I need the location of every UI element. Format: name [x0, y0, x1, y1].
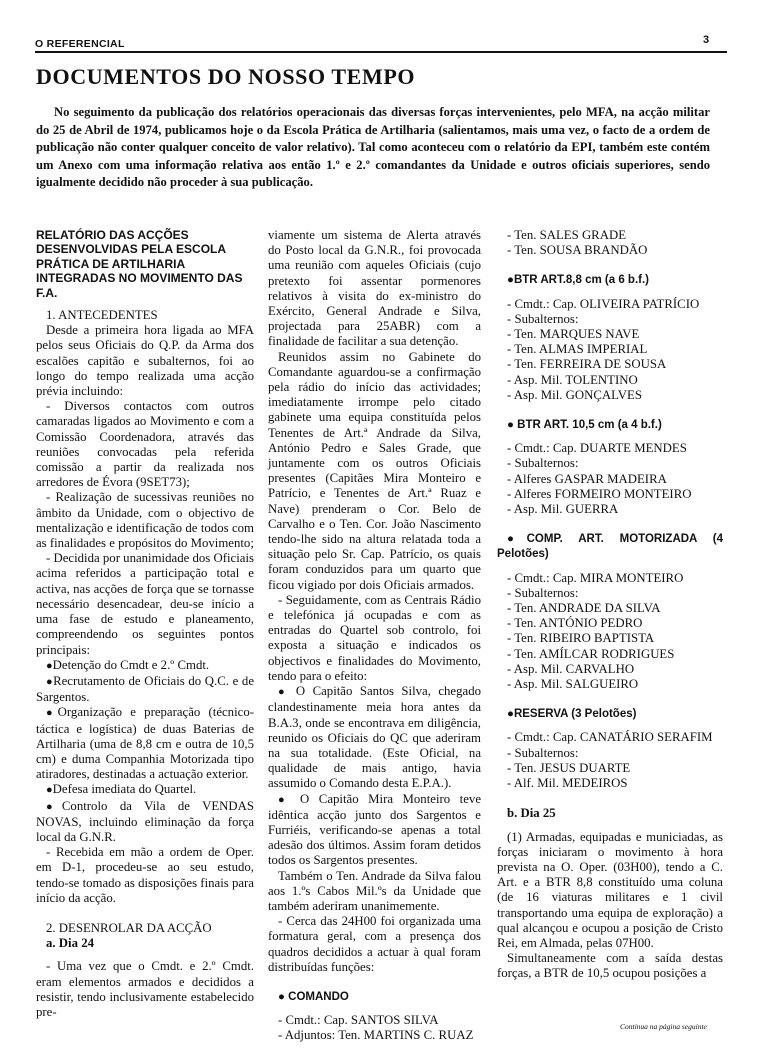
list-item: - Ten. RIBEIRO BAPTISTA — [507, 631, 655, 646]
heading-btr-88: ●BTR ART.8,8 cm (a 6 b.f.) — [507, 274, 649, 287]
bullet-item: ●Recrutamento de Oficiais do Q.C. e de Sargentos. — [36, 673, 254, 705]
list-item: - Ten. ANDRADE DA SILVA — [507, 601, 661, 616]
continued-note: Continua na página seguinte — [620, 1022, 707, 1031]
column-2 — [268, 228, 481, 1044]
heading-comando: ● COMANDO — [278, 990, 349, 1003]
paragraph: - Diversos contactos com outros camaradas ligados ao Movimento e com a Comissão Coordenadora, através das reuniões convocadas pela referida comissão a partir da realizada nos arredores de Évora (9SET73); — [36, 399, 254, 490]
list-item: - Ten. SOUSA BRANDÃO — [507, 243, 648, 258]
list-item: - Asp. Mil. SALGUEIRO — [507, 677, 639, 692]
list-item: - Ten. ALMAS IMPERIAL — [507, 342, 648, 357]
paragraph: Simultaneamente com a saída destas forças, a BTR de 10,5 ocupou posições a — [497, 951, 723, 981]
list-item: - Ten. SALES GRADE — [507, 228, 627, 242]
subheading-dia-25: b. Dia 25 — [507, 806, 556, 821]
heading-comp-art: ●COMP. ART. MOTORIZADA (4 Pelotões) — [497, 533, 724, 561]
list-item: - Adjuntos: Ten. MARTINS C. RUAZ — [278, 1028, 474, 1043]
list-item: - Alferes GASPAR MADEIRA — [507, 471, 667, 486]
list-item: - Ten. AMÍLCAR RODRIGUES — [507, 646, 675, 661]
list-item: - Cmdt.: Cap. DUARTE MENDES — [507, 441, 687, 456]
list-item: - Ten. JESUS DUARTE — [507, 760, 631, 775]
bullet-item: ●Defesa imediata do Quartel. — [46, 782, 197, 797]
heading-antecedentes: 1. ANTECEDENTES — [46, 308, 158, 323]
list-item: - Cmdt.: Cap. OLIVEIRA PATRÍCIO — [507, 296, 700, 311]
list-item: - Cmdt.: Cap. MIRA MONTEIRO — [507, 570, 684, 585]
bullet-paragraph: ● O Capitão Santos Silva, chegado clandestinamente meia hora antes da B.A.3, onde se encontrava em diligência, reunido os Oficiais do QC que aderiram na sua totalidade. (Este Oficial, na qualidade de mais antigo, havia assumido o Comando desta E.P.A.). — [268, 684, 481, 791]
list-item: - Asp. Mil. GUERRA — [507, 502, 619, 517]
paragraph: Desde a primeira hora ligada ao MFA pelos seus Oficiais do Q.P. da Arma dos escalões capitão e subalternos, foi ao longo do tempo realizada uma acção prévia incluindo: — [36, 323, 254, 399]
running-header: O REFERENCIAL — [35, 38, 125, 50]
report-title: RELATÓRIO DAS ACÇÕES DESENVOLVIDAS PELA ESCOLA PRÁTICA DE ARTILHARIA INTEGRADAS NO MOVIMENTO DAS F.A. — [36, 228, 243, 300]
page-title: DOCUMENTOS DO NOSSO TEMPO — [36, 64, 416, 89]
paragraph: - Realização de sucessivas reuniões no âmbito da Unidade, com o objectivo de mentalização e identificação de todos com as finalidades e propósitos do Movimento; — [36, 490, 254, 551]
header-rule — [35, 51, 727, 53]
paragraph: viamente um sistema de Alerta através do Posto local da G.N.R., foi provocada uma reunião com aqueles Oficiais (cujo pretexto foi assentar pormenores relativos à visita do ex-ministro do Exército, General Andrade e Silva, projectada para 25ABR) com a finalidade de facilitar a sua detenção. — [268, 228, 481, 349]
paragraph: Também o Ten. Andrade da Silva falou aos 1.ºs Cabos Mil.ºs da Unidade que também aderiram unanimemente. — [268, 868, 481, 913]
heading-btr-105: ● BTR ART. 10,5 cm (a 4 b.f.) — [507, 419, 662, 432]
paragraph: (1) Armadas, equipadas e municiadas, as forças iniciaram o movimento à hora prevista na O. Oper. (03H00), tendo a C. Art. e a BTR 8,8 constituído uma coluna (de 16 viaturas militares e 1 civil transportando uma equipa de exploração) a qual alcançou e ocupou a posição de Cristo Rei, em Almada, pelas 07H00. — [497, 829, 723, 950]
list-item: - Ten. ANTÓNIO PEDRO — [507, 616, 643, 631]
list-item: - Subalternos: — [507, 456, 579, 471]
list-item: - Asp. Mil. CARVALHO — [507, 661, 635, 676]
paragraph: - Seguidamente, com as Centrais Rádio e telefónica já ocupadas e com as entradas do Quartel sob controlo, foi exposta a situação e indicados os objectivos e finalidades do Movimento, tendo para o efeito: — [268, 592, 481, 683]
list-item: - Ten. MARQUES NAVE — [507, 327, 640, 342]
paragraph: - Recebida em mão a ordem de Oper. em D-1, procedeu-se ao seu estudo, tendo-se tomado as disposições finais para início da acção. — [36, 845, 254, 905]
paragraph: - Uma vez que o Cmdt. e 2.º Cmdt. eram elementos armados e decididos a resistir, tendo inclusivamente estabelecido pre- — [36, 959, 254, 1019]
paragraph: Reunidos assim no Gabinete do Comandante aguardou-se a confirmação pela rádio do início das actividades; imediatamente irrompe pelo citado gabinete uma equipa constituída pelos Tenentes de Art.ª Andrade da Silva, António Pedro e Sales Grade, que juntamente com os outros Oficiais presentes (Capitães Mira Monteiro e Patrício, e Tenentes de Art.ª Ruaz e Nave) prenderam o Cor. Belo de Carvalho e o Ten. Cor. João Nascimento tendo-lhe sido na altura relatada toda a situação pelo Sr. Cap. Patrício, os quais foram conduzidos para um quarto que ficou vigiado por dois Oficiais armados. — [268, 349, 481, 592]
bullet-item: ●Controlo da Vila de VENDAS NOVAS, incluindo eliminação da força local da G.N.R. — [36, 798, 254, 844]
list-item: - Subalternos: — [507, 311, 579, 326]
column-1 — [36, 228, 254, 1020]
list-item: - Alferes FORMEIRO MONTEIRO — [507, 486, 692, 501]
heading-reserva: ●RESERVA (3 Pelotões) — [507, 708, 637, 721]
list-item: - Asp. Mil. TOLENTINO — [507, 372, 638, 387]
list-item: - Alf. Mil. MEDEIROS — [507, 776, 628, 791]
bullet-item: ●Detenção do Cmdt e 2.º Cmdt. — [46, 657, 210, 672]
bullet-item: ●Organização e preparação (técnico-táctica e logística) de duas Baterias de Artilharia (uma de 8,8 cm e outra de 10,5 cm) e duma Companhia Motorizada tipo atiradores, destinadas a actuação exterior. — [36, 705, 254, 782]
list-item: - Subalternos: — [507, 745, 579, 760]
column-3 — [497, 228, 723, 982]
list-item: - Cmdt.: Cap. SANTOS SILVA — [278, 1013, 439, 1028]
page-number: 3 — [703, 34, 710, 46]
list-item: - Cmdt.: Cap. CANATÁRIO SERAFIM — [507, 730, 713, 745]
heading-desenrolar: 2. DESENROLAR DA ACÇÃO — [46, 920, 212, 935]
intro-paragraph: No seguimento da publicação dos relatórios operacionais das diversas forças intervenientes, pelo MFA, na acção militar do 25 de Abril de 1974, publicamos hoje o da Escola Prática de Artilharia (salientamos, mais uma vez, o facto de a ordem de publicação não conter qualquer conceito de valor relativo). Tal como aconteceu com o relatório da EPI, também este contém um Anexo com uma informação relativa aos então 1.º e 2.º comandantes da Unidade e outros oficiais superiores, sendo igualmente decidido não proceder à sua publicação. — [36, 105, 710, 190]
list-item: - Subalternos: — [507, 585, 579, 600]
paragraph: - Decidida por unanimidade dos Oficiais acima referidos a participação total e activa, nas acções de força que se tornasse necessário desencadear, deu-se início a uma fase de estudo e planeamento, compreendendo os seguintes pontos principais: — [36, 551, 254, 657]
list-item: - Asp. Mil. GONÇALVES — [507, 387, 642, 402]
subheading-dia-24: a. Dia 24 — [46, 936, 94, 951]
bullet-paragraph: ● O Capitão Mira Monteiro teve idêntica acção junto dos Sargentos e Furriéis, verificando-se apenas a total adesão dos últimos. Assim foram detidos todos os Sargentos presentes. — [268, 791, 481, 868]
list-item: - Ten. FERREIRA DE SOUSA — [507, 357, 667, 372]
paragraph: - Cerca das 24H00 foi organizada uma formatura geral, com a presença dos quadros decididos a actuar à qual foram distribuídas funções: — [268, 914, 481, 974]
